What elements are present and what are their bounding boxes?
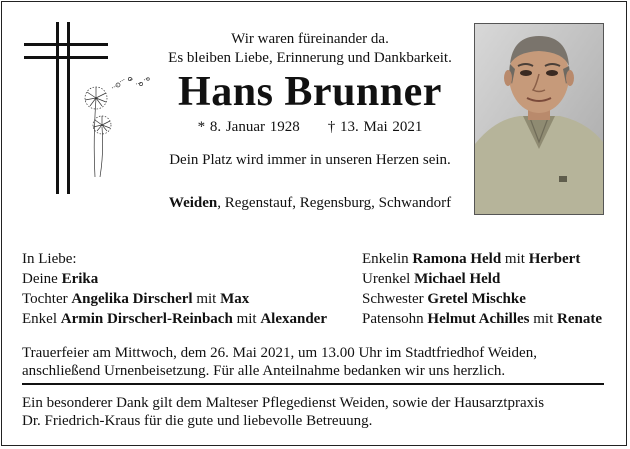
portrait-image [475,24,603,214]
relation: Tochter [22,291,72,307]
relation: Enkelin [362,251,413,267]
conjunction: mit [232,311,261,327]
mourner-partner-name: Herbert [528,251,581,267]
mourner-name: Michael Held [414,271,501,287]
mourners-right [362,249,602,329]
deceased-name: Hans Brunner [178,69,442,115]
conjunction: mit [192,291,221,307]
funeral-info [22,344,537,380]
conjunction: mit [501,251,529,267]
places [130,195,490,212]
place-rest: , Regenstauf, Regensburg, Schwandorf [217,195,452,211]
thanks-line-2: Dr. Friedrich-Kraus für die gute und liebevolle Betreuung. [22,413,373,429]
intro-line-2: Es bleiben Liebe, Erinnerung und Dankbarkeit. [168,50,452,66]
thanks-note [22,394,544,430]
mourner-row [22,309,327,329]
mourners-left [22,249,327,329]
relation: Urenkel [362,271,415,287]
mourner-row [362,249,602,269]
mourner-row [362,269,602,289]
life-dates [130,119,490,136]
mourner-name: Erika [61,271,99,287]
divider [22,383,604,385]
mourner-partner-name: Max [220,291,250,307]
birth-date: * 8. Januar 1928 [197,119,300,135]
relation: Deine [22,271,62,287]
motto: Dein Platz wird immer in unseren Herzen sein. [169,152,451,168]
relation: Schwester [362,291,428,307]
relation: Enkel [22,311,61,327]
portrait-photo [474,23,604,215]
funeral-line-1: Trauerfeier am Mittwoch, dem 26. Mai 2021, um 13.00 Uhr im Stadtfriedhof Weiden, [22,345,537,361]
mourner-partner-name: Alexander [260,311,327,327]
death-date: † 13. Mai 2021 [327,119,423,135]
mourner-name: Helmut Achilles [427,311,530,327]
mourner-row [22,289,327,309]
funeral-line-2: anschließend Urnenbeisetzung. Für alle Anteilnahme bedanken wir uns herzlich. [22,363,506,379]
intro-line-1: Wir waren füreinander da. [231,31,389,47]
mourner-name: Angelika Dirscherl [71,291,193,307]
mourner-row [362,289,602,309]
mourner-partner-name: Renate [557,311,603,327]
place-main: Weiden [168,195,218,211]
relation: Patensohn [362,311,428,327]
mourner-row [22,269,327,289]
mourners-header: In Liebe: [22,251,77,267]
mourner-row [362,309,602,329]
conjunction: mit [529,311,558,327]
mourner-name: Armin Dirscherl-Reinbach [60,311,233,327]
thanks-line-1: Ein besonderer Dank gilt dem Malteser Pflegedienst Weiden, sowie der Hausarztpraxis [22,395,545,411]
mourner-name: Gretel Mischke [427,291,526,307]
mourner-name: Ramona Held [412,251,502,267]
